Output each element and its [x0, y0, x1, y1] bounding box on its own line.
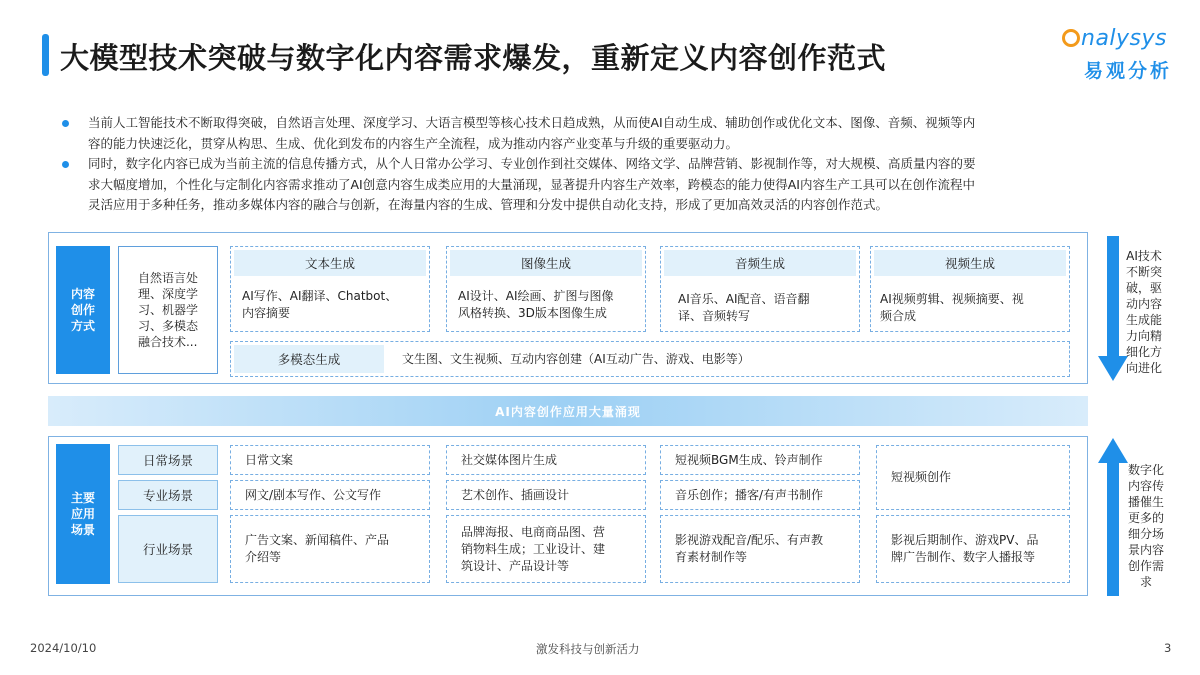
mode-header-text: 文本生成: [234, 250, 426, 276]
mode-header-video: 视频生成: [874, 250, 1066, 276]
creation-modes-label: 内容 创作 方式: [56, 246, 110, 374]
cell-line: 介绍等: [245, 550, 282, 564]
bullet-line: 当前人工智能技术不断取得突破，自然语言处理、深度学习、大语言模型等核心技术日趋成熟，从而使AI自动生成、辅助创作或优化文本、图像、音频、视频等内: [88, 115, 976, 130]
bullet-dot-icon: [62, 161, 69, 168]
footer-center: 激发科技与创新活力: [536, 642, 640, 656]
cell-image-daily: 社交媒体图片生成: [446, 445, 646, 475]
cell-audio-industry: [660, 515, 860, 583]
mode-desc-image: AI设计、AI绘画、扩图与图像 风格转换、3D版本图像生成: [458, 289, 614, 320]
bullet-item: [58, 154, 1158, 216]
bullet-list: [58, 113, 1158, 216]
cell-line: 筑设计、产品设计等: [461, 558, 570, 573]
core-tech-box: 自然语言处 理、深度学 习、机器学 习、多模态 融合技术...: [118, 246, 218, 374]
cell-line: 广告文案、新闻稿件、产品: [245, 533, 390, 547]
cell-video-industry: [876, 515, 1070, 583]
cell-line: 品牌海报、电商商品图、营: [461, 524, 606, 539]
mode-header-image: 图像生成: [450, 250, 642, 276]
cell-image-professional: 艺术创作、插画设计: [446, 480, 646, 510]
title-accent-bar: [42, 34, 49, 76]
footer-date: 2024/10/10: [30, 641, 97, 655]
mode-desc-audio: AI音乐、AI配音、语音翻 译、音频转写: [678, 292, 810, 323]
cell-line: 影视游戏配音/配乐、有声教: [675, 533, 824, 547]
cell-line: 牌广告制作、数字人播报等: [891, 550, 1036, 564]
cell-image-industry: [446, 515, 646, 583]
bullet-line: 同时，数字化内容已成为当前主流的信息传播方式，从个人日常办公学习、专业创作到社交媒体、网络文学、品牌营销、影视制作等，对大规模、高质量内容的要: [88, 156, 976, 171]
middle-banner: AI内容创作应用大量涌现: [48, 396, 1088, 426]
analysys-logo: [1062, 26, 1186, 86]
bullet-line: 灵活应用于多种任务，推动多媒体内容的融合与创新，在海量内容的生成、管理和分发中提供自动化支持，形成了更加高效灵活的内容创作范式。: [88, 197, 889, 212]
bullet-dot-icon: [62, 120, 69, 127]
top-side-note: AI技术 不断突 破，驱 动内容 生成能 力向精 细化方 向进化: [1125, 249, 1162, 375]
cell-line: 销物料生成；工业设计、建: [461, 541, 606, 556]
bottom-side-note: 数字化 内容传 播催生 更多的 细分场 景内容 创作需 求: [1127, 463, 1164, 589]
bullet-item: [58, 113, 1158, 154]
multimodal-desc: 文生图、文生视频、互动内容创建（AI互动广告、游戏、电影等）: [402, 352, 750, 366]
logo-ring-icon: [1062, 29, 1080, 47]
cell-line: 育素材制作等: [675, 550, 748, 564]
cell-audio-daily: 短视频BGM生成、铃声制作: [660, 445, 860, 475]
multimodal-header: 多模态生成: [234, 345, 384, 373]
mode-desc-video: AI视频剪辑、视频摘要、视 频合成: [880, 292, 1024, 323]
logo-cn-text: 易观分析: [1084, 60, 1173, 82]
cell-video-daily-professional: 短视频创作: [876, 445, 1070, 510]
scenarios-label: 主要 应用 场景: [56, 444, 110, 584]
cell-line: 影视后期制作、游戏PV、品: [891, 533, 1039, 547]
mode-header-audio: 音频生成: [664, 250, 856, 276]
page-number: 3: [1164, 641, 1172, 655]
bullet-line: 容的能力快速泛化，贯穿从构思、生成、优化到发布的内容生产全流程，成为推动内容产业变革与升级的重要驱动力。: [88, 135, 739, 151]
scene-professional: 专业场景: [118, 480, 218, 510]
logo-en-text: nalysys: [1081, 26, 1167, 51]
scene-industry: 行业场景: [118, 515, 218, 583]
page-title: 大模型技术突破与数字化内容需求爆发，重新定义内容创作范式: [60, 41, 887, 75]
cell-audio-professional: 音乐创作；播客/有声书制作: [660, 480, 860, 510]
cell-text-daily: 日常文案: [230, 445, 430, 475]
cell-text-industry: [230, 515, 430, 583]
bullet-line: 求大幅度增加，个性化与定制化内容需求推动了AI创意内容生成类应用的大量涌现，显著提升内容生产效率，跨模态的能力使得AI内容生产工具可以在创作流程中: [88, 176, 975, 192]
scene-daily: 日常场景: [118, 445, 218, 475]
cell-text-professional: 网文/剧本写作、公文写作: [230, 480, 430, 510]
mode-desc-text: AI写作、AI翻译、Chatbot、 内容摘要: [242, 289, 398, 320]
